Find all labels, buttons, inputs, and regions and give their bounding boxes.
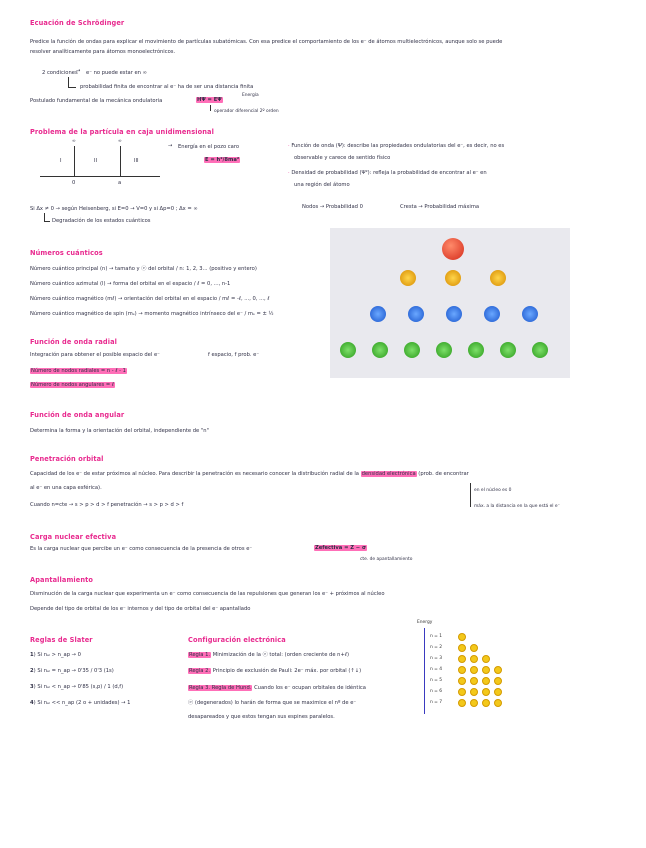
orbital-f2 xyxy=(372,342,388,358)
orbital-s xyxy=(442,238,464,260)
config-rule-3b: ⓔ (degenerados) lo harán de forma que se maximice el nº de e⁻ xyxy=(188,700,357,706)
psi-text-2: observable y carece de sentido físico xyxy=(294,155,391,161)
angular-nodes: Número de nodos angulares = ℓ xyxy=(31,382,115,388)
title-carga-efectiva: Carga nuclear efectiva xyxy=(30,533,117,541)
slater-rule-2: 2) Si nₑₗ = n_ap → 0'35 / 0'3 (1s) xyxy=(30,668,114,674)
energy-cell xyxy=(458,644,466,652)
region-ii: II xyxy=(94,158,98,164)
nucleus-note: en el núcleo es 0 xyxy=(474,488,512,493)
nc-item-1: Número cuántico principal (n) → tamaño y ⓔ del orbital / n: 1, 2, 3... (positivo y entero) xyxy=(30,266,257,272)
degradacion-text: Degradación de los estados cuánticos xyxy=(52,218,151,224)
energy-cell xyxy=(470,688,478,696)
penetracion-order: Cuando n=cte → s > p > d > f penetración → s > p > d > f xyxy=(30,502,184,508)
condition-2: probabilidad finita de encontrar al e⁻ ha de ser una distancia finita xyxy=(80,84,254,90)
energy-level-label: n = 6 xyxy=(430,689,443,694)
config-rule-1: Regla 1. Minimización de la ⓔ total: (orden creciente de n+ℓ) xyxy=(189,652,349,658)
energy-cell xyxy=(494,666,502,674)
energy-cell xyxy=(482,677,490,685)
energy-cell xyxy=(494,688,502,696)
title-schrodinger: Ecuación de Schrödinger xyxy=(30,19,125,27)
slater-rule-3: 3) Si nₑₗ < n_ap → 0'85 (s,p) / 1 (d,f) xyxy=(30,684,124,690)
energy-level-label: n = 3 xyxy=(430,656,443,661)
energy-cell xyxy=(458,699,466,707)
condition-1: e⁻ no puede estar en ∞ xyxy=(86,70,147,76)
orbitals-image xyxy=(330,228,570,378)
energy-cell xyxy=(470,644,478,652)
energy-level-label: n = 1 xyxy=(430,634,443,639)
energy-cell xyxy=(458,633,466,641)
energy-level-label: n = 7 xyxy=(430,700,443,705)
schrodinger-text-1: Predice la función de ondas para explicar el movimiento de partículas subatómicas. Con esa predice el comportamiento de los e⁻ de átomos multielectrónicos, aunque solo se puede xyxy=(30,39,503,45)
energy-arrow: → xyxy=(168,143,173,149)
radial-line-1b: f espacio, f prob. e⁻ xyxy=(208,352,260,358)
energy-level-label: n = 5 xyxy=(430,678,443,683)
orbital-p2 xyxy=(445,270,461,286)
title-slater: Reglas de Slater xyxy=(30,636,93,644)
max-note: máx. a la distancia en la que está el e⁻ xyxy=(474,504,560,509)
nc-item-3: Número cuántico magnético (mℓ) → orientación del orbital en el espacio / mℓ = -ℓ, ..., 0, ..., ℓ xyxy=(30,296,270,302)
title-onda-radial: Función de onda radial xyxy=(30,338,118,346)
energy-cell xyxy=(458,677,466,685)
title-configuracion: Configuración electrónica xyxy=(188,636,286,644)
title-onda-angular: Función de onda angular xyxy=(30,411,125,419)
nc-item-2: Número cuántico azimutal (l) → forma del orbital en el espacio / ℓ = 0, ..., n-1 xyxy=(30,281,231,287)
cte-note: cte. de apantallamiento xyxy=(360,557,413,562)
energy-axis-label: Energy xyxy=(417,620,433,625)
orbital-f5 xyxy=(468,342,484,358)
inf-right: ∞ xyxy=(118,139,122,144)
psi2-text-2: una región del átomo xyxy=(294,182,350,188)
energy-level-label: n = 2 xyxy=(430,645,443,650)
title-apantallamiento: Apantallamiento xyxy=(30,576,94,584)
apant-item-1: Disminución de la carga nuclear que experimenta un e⁻ como consecuencia de las repulsiones que generan los e⁻ + próximos al núcleo xyxy=(30,591,385,597)
angular-line: Determina la forma y la orientación del orbital, independiente de "n" xyxy=(30,428,209,434)
axis-0: 0 xyxy=(72,180,76,186)
energy-cell xyxy=(494,677,502,685)
operador-label: operador diferencial 2º orden xyxy=(214,109,279,114)
postulado-label: Postulado fundamental de la mecánica ondulatoria xyxy=(30,98,163,104)
energy-cell xyxy=(470,655,478,663)
orbital-d3 xyxy=(446,306,462,322)
schrodinger-formula: HΨ = EΨ xyxy=(197,97,222,103)
energy-cell xyxy=(482,699,490,707)
energy-cell xyxy=(482,655,490,663)
psi2-text-1: Densidad de probabilidad (Ψ²): refleja la probabilidad de encontrar al e⁻ en xyxy=(291,170,487,176)
energy-cell xyxy=(494,699,502,707)
orbital-p1 xyxy=(400,270,416,286)
orbital-f1 xyxy=(340,342,356,358)
radial-line-1: Integración para obtener el posible espacio del e⁻ xyxy=(30,352,160,358)
energy-cell xyxy=(470,699,478,707)
energy-level-label: n = 4 xyxy=(430,667,443,672)
axis-a: a xyxy=(118,180,122,186)
heisenberg-text: Si Δx ≠ 0 → según Heisenberg, si E=0 → V=0 y si Δp=0 ; Δx = ∞ xyxy=(30,206,198,212)
orbital-d1 xyxy=(370,306,386,322)
title-penetracion: Penetración orbital xyxy=(30,455,104,463)
zef-formula: Zefectiva = Z − σ xyxy=(315,545,366,551)
penetracion-line-2: al e⁻ en una capa esférica). xyxy=(30,485,102,491)
penetracion-line-1: Capacidad de los e⁻ de estar próximos al núcleo. Para describir la penetración es necesario conocer la distribución radial de la densidad electrónica (prob. de encontrar xyxy=(30,471,469,477)
title-numeros-cuanticos: Números cuánticos xyxy=(30,249,103,257)
config-rule-2: Regla 2. Principio de exclusión de Pauli: 2e⁻ máx. por orbital (↑↓) xyxy=(189,668,362,674)
apant-item-2: Depende del tipo de orbital de los e⁻ internos y del tipo de orbital del e⁻ apantallado xyxy=(30,606,251,612)
orbital-p3 xyxy=(490,270,506,286)
slater-rule-1: 1) Si nₑₗ > n_ap → 0 xyxy=(30,652,81,658)
energy-cell xyxy=(482,688,490,696)
energy-cell xyxy=(458,666,466,674)
cresta-text: Cresta → Probabilidad máxima xyxy=(400,204,480,210)
energy-cell xyxy=(470,677,478,685)
region-i: I xyxy=(60,158,62,164)
energy-cell xyxy=(458,688,466,696)
orbital-f6 xyxy=(500,342,516,358)
carga-line: Es la carga nuclear que percibe un e⁻ como consecuencia de la presencia de otros e⁻ xyxy=(30,546,253,552)
slater-rule-4: 4) Si nₑₗ << n_ap (2 o + unidades) → 1 xyxy=(30,700,131,706)
energy-well-text: Energía en el pozo caro xyxy=(178,144,240,150)
nc-item-4: Número cuántico magnético de spin (mₛ) → momento magnético intrínseco del e⁻ / mₛ = ± ½ xyxy=(30,311,274,317)
energy-cell xyxy=(470,666,478,674)
schrodinger-text-2: resolver analíticamente para átomos monoelectrónicos. xyxy=(30,49,176,55)
inf-left: ∞ xyxy=(72,139,76,144)
orbital-d4 xyxy=(484,306,500,322)
energy-formula: E = h²/8ma² xyxy=(205,157,240,163)
config-rule-3c: desapareados y que estos tengan sus espines paralelos. xyxy=(188,714,335,720)
psi-text-1: Función de onda (Ψ): describe las propiedades ondulatorias del e⁻, es decir, no es xyxy=(291,143,505,149)
energy-cell xyxy=(482,666,490,674)
energy-cell xyxy=(458,655,466,663)
config-rule-3: Regla 3. Regla de Hund. Cuando los e⁻ ocupan orbitales de idéntica xyxy=(189,685,366,691)
nodos-text: Nodos → Probabilidad 0 xyxy=(302,204,363,210)
title-particula-caja: Problema de la partícula en caja unidimensional xyxy=(30,128,214,136)
region-iii: III xyxy=(134,158,139,164)
orbital-f3 xyxy=(404,342,420,358)
orbital-d5 xyxy=(522,306,538,322)
orbital-f4 xyxy=(436,342,452,358)
orbital-d2 xyxy=(408,306,424,322)
energia-label: Energía xyxy=(242,93,259,98)
conditions-label: 2 condiciones xyxy=(42,70,78,76)
orbital-f7 xyxy=(532,342,548,358)
radial-nodes: Número de nodos radiales = n - ℓ - 1 xyxy=(31,368,126,374)
